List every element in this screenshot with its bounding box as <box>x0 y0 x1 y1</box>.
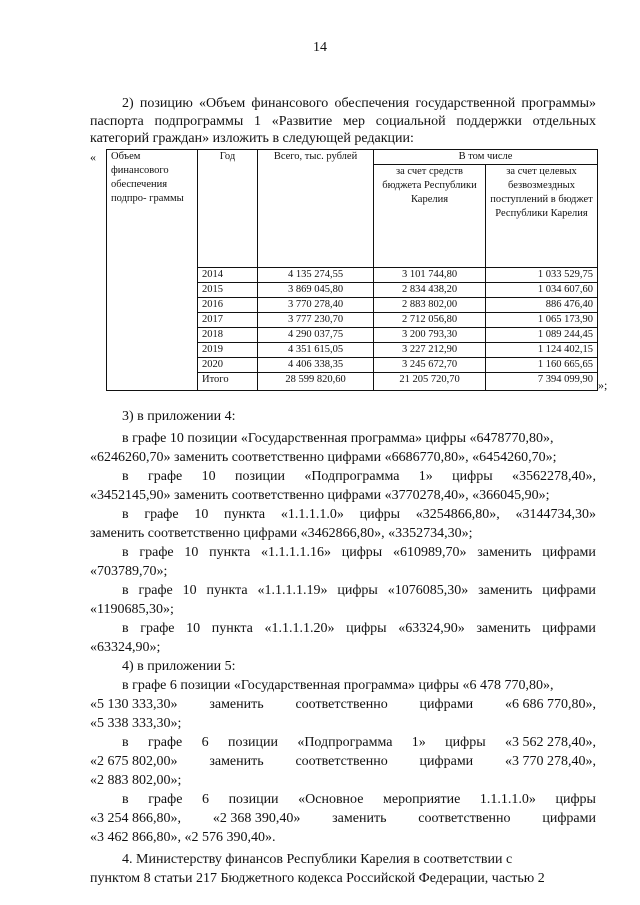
grants-cell: 1 089 244,45 <box>486 328 598 343</box>
table-header-row <box>107 150 598 165</box>
s4-line-1: в графе 6 позиции «Государственная программа» цифры «6 478 770,80», <box>122 678 554 693</box>
total-cell: 4 290 037,75 <box>258 328 374 343</box>
year-cell: 2018 <box>198 328 258 343</box>
table-quote-open: « <box>90 150 96 164</box>
s3-line-11 <box>122 621 596 637</box>
word: заменить <box>477 545 532 560</box>
word: 6 <box>201 735 209 750</box>
word: графе <box>144 507 179 522</box>
word: 10 <box>184 545 199 560</box>
s4-line-4 <box>122 735 596 751</box>
grants-cell: 1 065 173,90 <box>486 313 598 328</box>
budget-cell: 2 834 438,20 <box>374 283 486 298</box>
word: «2 368 390,40» <box>212 811 301 826</box>
total-cell: 3 869 045,80 <box>258 283 374 298</box>
year-cell: 2019 <box>198 343 258 358</box>
word: в <box>122 545 129 560</box>
table-quote-close: »; <box>598 378 608 392</box>
word: графе <box>139 545 174 560</box>
word: соответственно <box>295 754 388 769</box>
s3-heading: 3) в приложении 4: <box>122 409 236 424</box>
header-budget: за счет средств бюджета Республики Карелия <box>374 165 486 268</box>
word: «3254866,80», <box>415 507 500 522</box>
word: 1.1.1.1.0» <box>479 792 536 807</box>
word: графе <box>147 735 183 750</box>
word: «3 254 866,80», <box>90 811 181 826</box>
word: цифры <box>337 583 378 598</box>
word: цифрами <box>542 545 596 560</box>
page-number: 14 <box>313 40 327 55</box>
word: в <box>122 621 129 636</box>
s4-line-2 <box>90 697 596 713</box>
year-cell: Итого <box>198 373 258 391</box>
word: цифры <box>452 469 493 484</box>
word: соответственно <box>418 811 511 826</box>
word: позиции <box>234 469 285 484</box>
s3-line-1: в графе 10 позиции «Государственная программа» цифры «6478770,80», <box>122 431 554 446</box>
grants-cell: 886 476,40 <box>486 298 598 313</box>
word: «3 770 278,40», <box>505 754 596 769</box>
budget-cell: 2 712 056,80 <box>374 313 486 328</box>
word: «2 675 802,00» <box>90 754 178 769</box>
header-year: Год <box>198 150 258 268</box>
word: «1.1.1.1.20» <box>264 621 335 636</box>
word: «Подпрограмма <box>304 469 400 484</box>
s3-line-5 <box>122 507 596 523</box>
header-including: В том числе <box>374 150 598 165</box>
row-label-cell: Объем финансового обеспечения подпро- граммы <box>107 150 198 391</box>
s3-line-6: заменить соответственно цифрами «3462866,80», «3352734,30»; <box>90 526 473 541</box>
total-cell: 28 599 820,60 <box>258 373 374 391</box>
s3-line-2: «6246260,70» заменить соответственно цифрами «6686770,80», «6454260,70»; <box>90 450 557 465</box>
word: «610989,70» <box>392 545 467 560</box>
word: «3 562 278,40», <box>504 735 596 750</box>
word: 10 <box>182 583 197 598</box>
word: цифры <box>445 735 486 750</box>
word: цифрами <box>542 811 596 826</box>
s4-line-8 <box>90 811 596 827</box>
grants-cell: 7 394 099,90 <box>486 373 598 391</box>
word: «3144734,30» <box>515 507 596 522</box>
word: 10 <box>201 469 216 484</box>
word: «1.1.1.1.19» <box>257 583 328 598</box>
year-cell: 2015 <box>198 283 258 298</box>
s3-line-7 <box>122 545 596 561</box>
s5-line-1: 4. Министерству финансов Республики Карелия в соответствии с <box>122 852 513 867</box>
word: 10 <box>186 621 201 636</box>
s3-line-8: «703789,70»; <box>90 564 168 579</box>
word: позиции <box>228 792 279 807</box>
word: в <box>122 792 129 807</box>
total-cell: 4 406 338,35 <box>258 358 374 373</box>
word: 10 <box>194 507 209 522</box>
budget-cell: 3 227 212,90 <box>374 343 486 358</box>
s4-line-3: «5 338 333,30»; <box>90 716 182 731</box>
word: в <box>122 583 129 598</box>
grants-cell: 1 034 607,60 <box>486 283 598 298</box>
word: соответственно <box>295 697 388 712</box>
s4-line-5 <box>90 754 596 770</box>
word: «63324,90» <box>398 621 465 636</box>
total-cell: 3 770 278,40 <box>258 298 374 313</box>
s3-line-9 <box>122 583 596 599</box>
header-total: Всего, тыс. рублей <box>258 150 374 268</box>
budget-cell: 3 245 672,70 <box>374 358 486 373</box>
word: 1» <box>411 735 426 750</box>
word: заменить <box>209 697 264 712</box>
total-cell: 3 777 230,70 <box>258 313 374 328</box>
s4-line-6: «2 883 802,00»; <box>90 773 182 788</box>
year-cell: 2014 <box>198 268 258 283</box>
s4-line-7 <box>122 792 596 808</box>
word: «Основное <box>298 792 364 807</box>
word: заменить <box>209 754 264 769</box>
grants-cell: 1 033 529,75 <box>486 268 598 283</box>
word: графе <box>147 469 183 484</box>
year-cell: 2016 <box>198 298 258 313</box>
s5-line-2: пунктом 8 статьи 217 Бюджетного кодекса Российской Федерации, частью 2 <box>90 871 545 886</box>
s4-line-9: «3 462 866,80», «2 576 390,40». <box>90 830 276 845</box>
word: в <box>122 469 129 484</box>
financing-table <box>106 149 598 391</box>
word: заменить <box>478 583 533 598</box>
budget-cell: 21 205 720,70 <box>374 373 486 391</box>
intro-paragraph: 2) позицию «Объем финансового обеспечения государственной программы» паспорта подпрограммы 1 «Развитие мер социальной поддержки отдельных категорий граждан» изложить в следующей редакции: <box>90 96 596 146</box>
grants-cell: 1 160 665,65 <box>486 358 598 373</box>
word: цифры <box>555 792 596 807</box>
word: в <box>122 735 129 750</box>
word: «6 686 770,80», <box>505 697 596 712</box>
word: 1» <box>418 469 433 484</box>
total-cell: 4 351 615,05 <box>258 343 374 358</box>
word: пункта <box>224 507 266 522</box>
year-cell: 2020 <box>198 358 258 373</box>
total-cell: 4 135 274,55 <box>258 268 374 283</box>
word: мероприятие <box>383 792 461 807</box>
word: «1.1.1.1.0» <box>280 507 344 522</box>
word: 6 <box>202 792 209 807</box>
word: заменить <box>476 621 531 636</box>
word: «5 130 333,30» <box>90 697 178 712</box>
word: цифрами <box>419 697 474 712</box>
s4-heading: 4) в приложении 5: <box>122 659 236 674</box>
word: цифры <box>346 621 387 636</box>
word: «1076085,30» <box>387 583 469 598</box>
word: позиции <box>227 735 278 750</box>
word: пункта <box>206 583 248 598</box>
budget-cell: 3 101 744,80 <box>374 268 486 283</box>
word: цифрами <box>542 583 596 598</box>
word: пункта <box>211 621 253 636</box>
word: «1.1.1.1.16» <box>260 545 331 560</box>
word: в <box>122 507 129 522</box>
year-cell: 2017 <box>198 313 258 328</box>
s3-line-12: «63324,90»; <box>90 640 161 655</box>
budget-cell: 3 200 793,30 <box>374 328 486 343</box>
s3-line-4: «3452145,90» заменить соответственно цифрами «3770278,40», «366045,90»; <box>90 488 550 503</box>
s3-line-10: «1190685,30»; <box>90 602 174 617</box>
budget-cell: 2 883 802,00 <box>374 298 486 313</box>
word: пункта <box>209 545 251 560</box>
word: «Подпрограмма <box>297 735 393 750</box>
word: цифрами <box>542 621 596 636</box>
word: заменить <box>332 811 387 826</box>
header-grants: за счет целевых безвозмездных поступлений в бюджет Республики Карелия <box>486 165 598 268</box>
word: графе <box>138 583 173 598</box>
s3-line-3 <box>122 469 596 485</box>
grants-cell: 1 124 402,15 <box>486 343 598 358</box>
word: графе <box>148 792 183 807</box>
word: цифры <box>341 545 383 560</box>
word: цифрами <box>419 754 474 769</box>
word: «3562278,40», <box>511 469 596 484</box>
word: цифры <box>359 507 401 522</box>
word: графе <box>140 621 175 636</box>
